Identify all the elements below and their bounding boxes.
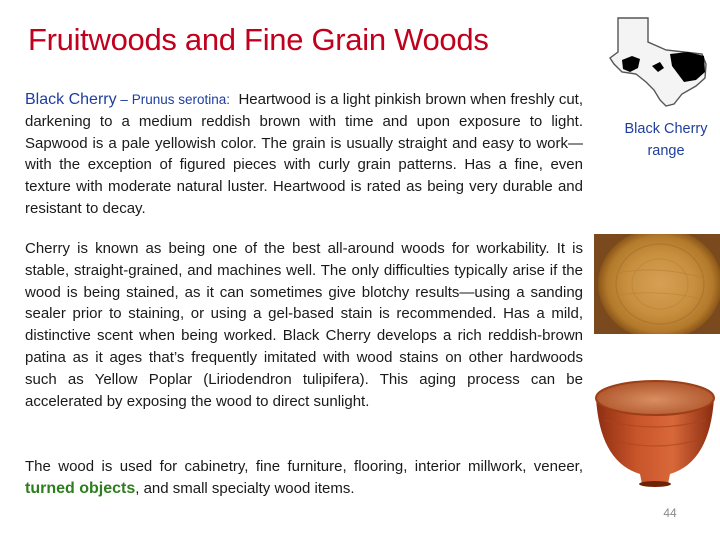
turned-cherry-bowl [590,372,720,490]
paragraph-workability: Cherry is known as being one of the best all-around woods for workability. It is stable, straight-grained, and machines well. The only difficulties typically arise if the wood is being stained, as it can sometimes give blotchy results—using a sanding sealer prior to staining, or using a gel-based stain is recommended. Has a mild, distinctive scent when being worked. Black Cherry develops a rich reddish-brown patina as it ages that’s frequently imitated with wood stains on other hardwoods such as Yellow Poplar (Liriodendron tulipifera). This aging process can be accelerated by exposing the wood to direct sunlight. [25,240,583,410]
paragraph-uses [25,456,583,500]
uses-text-start: The wood is used for cabinetry, fine furniture, flooring, interior millwork, veneer, [25,458,583,475]
species-latin-name: Prunus serotina: [131,92,231,107]
bowl-rim [596,381,714,415]
texas-range-map [608,12,716,108]
slide-title: Fruitwoods and Fine Grain Woods [28,22,489,57]
species-separator: – [116,92,132,107]
species-common-name: Black Cherry [25,91,117,108]
paragraph-description [25,89,583,220]
turned-objects-link[interactable]: turned objects [25,479,136,497]
uses-text-end: , and small specialty wood items. [135,479,355,497]
description-text: Heartwood is a light pinkish brown when freshly cut, darkening to a medium reddish brown with time and upon exposure to light. Sapwood is a pale yellowish color. The grain is usually straight and easy to work—with the exception of figured pieces with curly grain patterns. Has a fine, even texture with moderate natural luster. Heartwood is rated as being very durable and resistant to decay. [25,91,584,217]
page-number: 44 [663,506,677,520]
map-caption: Black Cherry range [624,121,708,159]
turned-cherry-plate [594,234,720,334]
